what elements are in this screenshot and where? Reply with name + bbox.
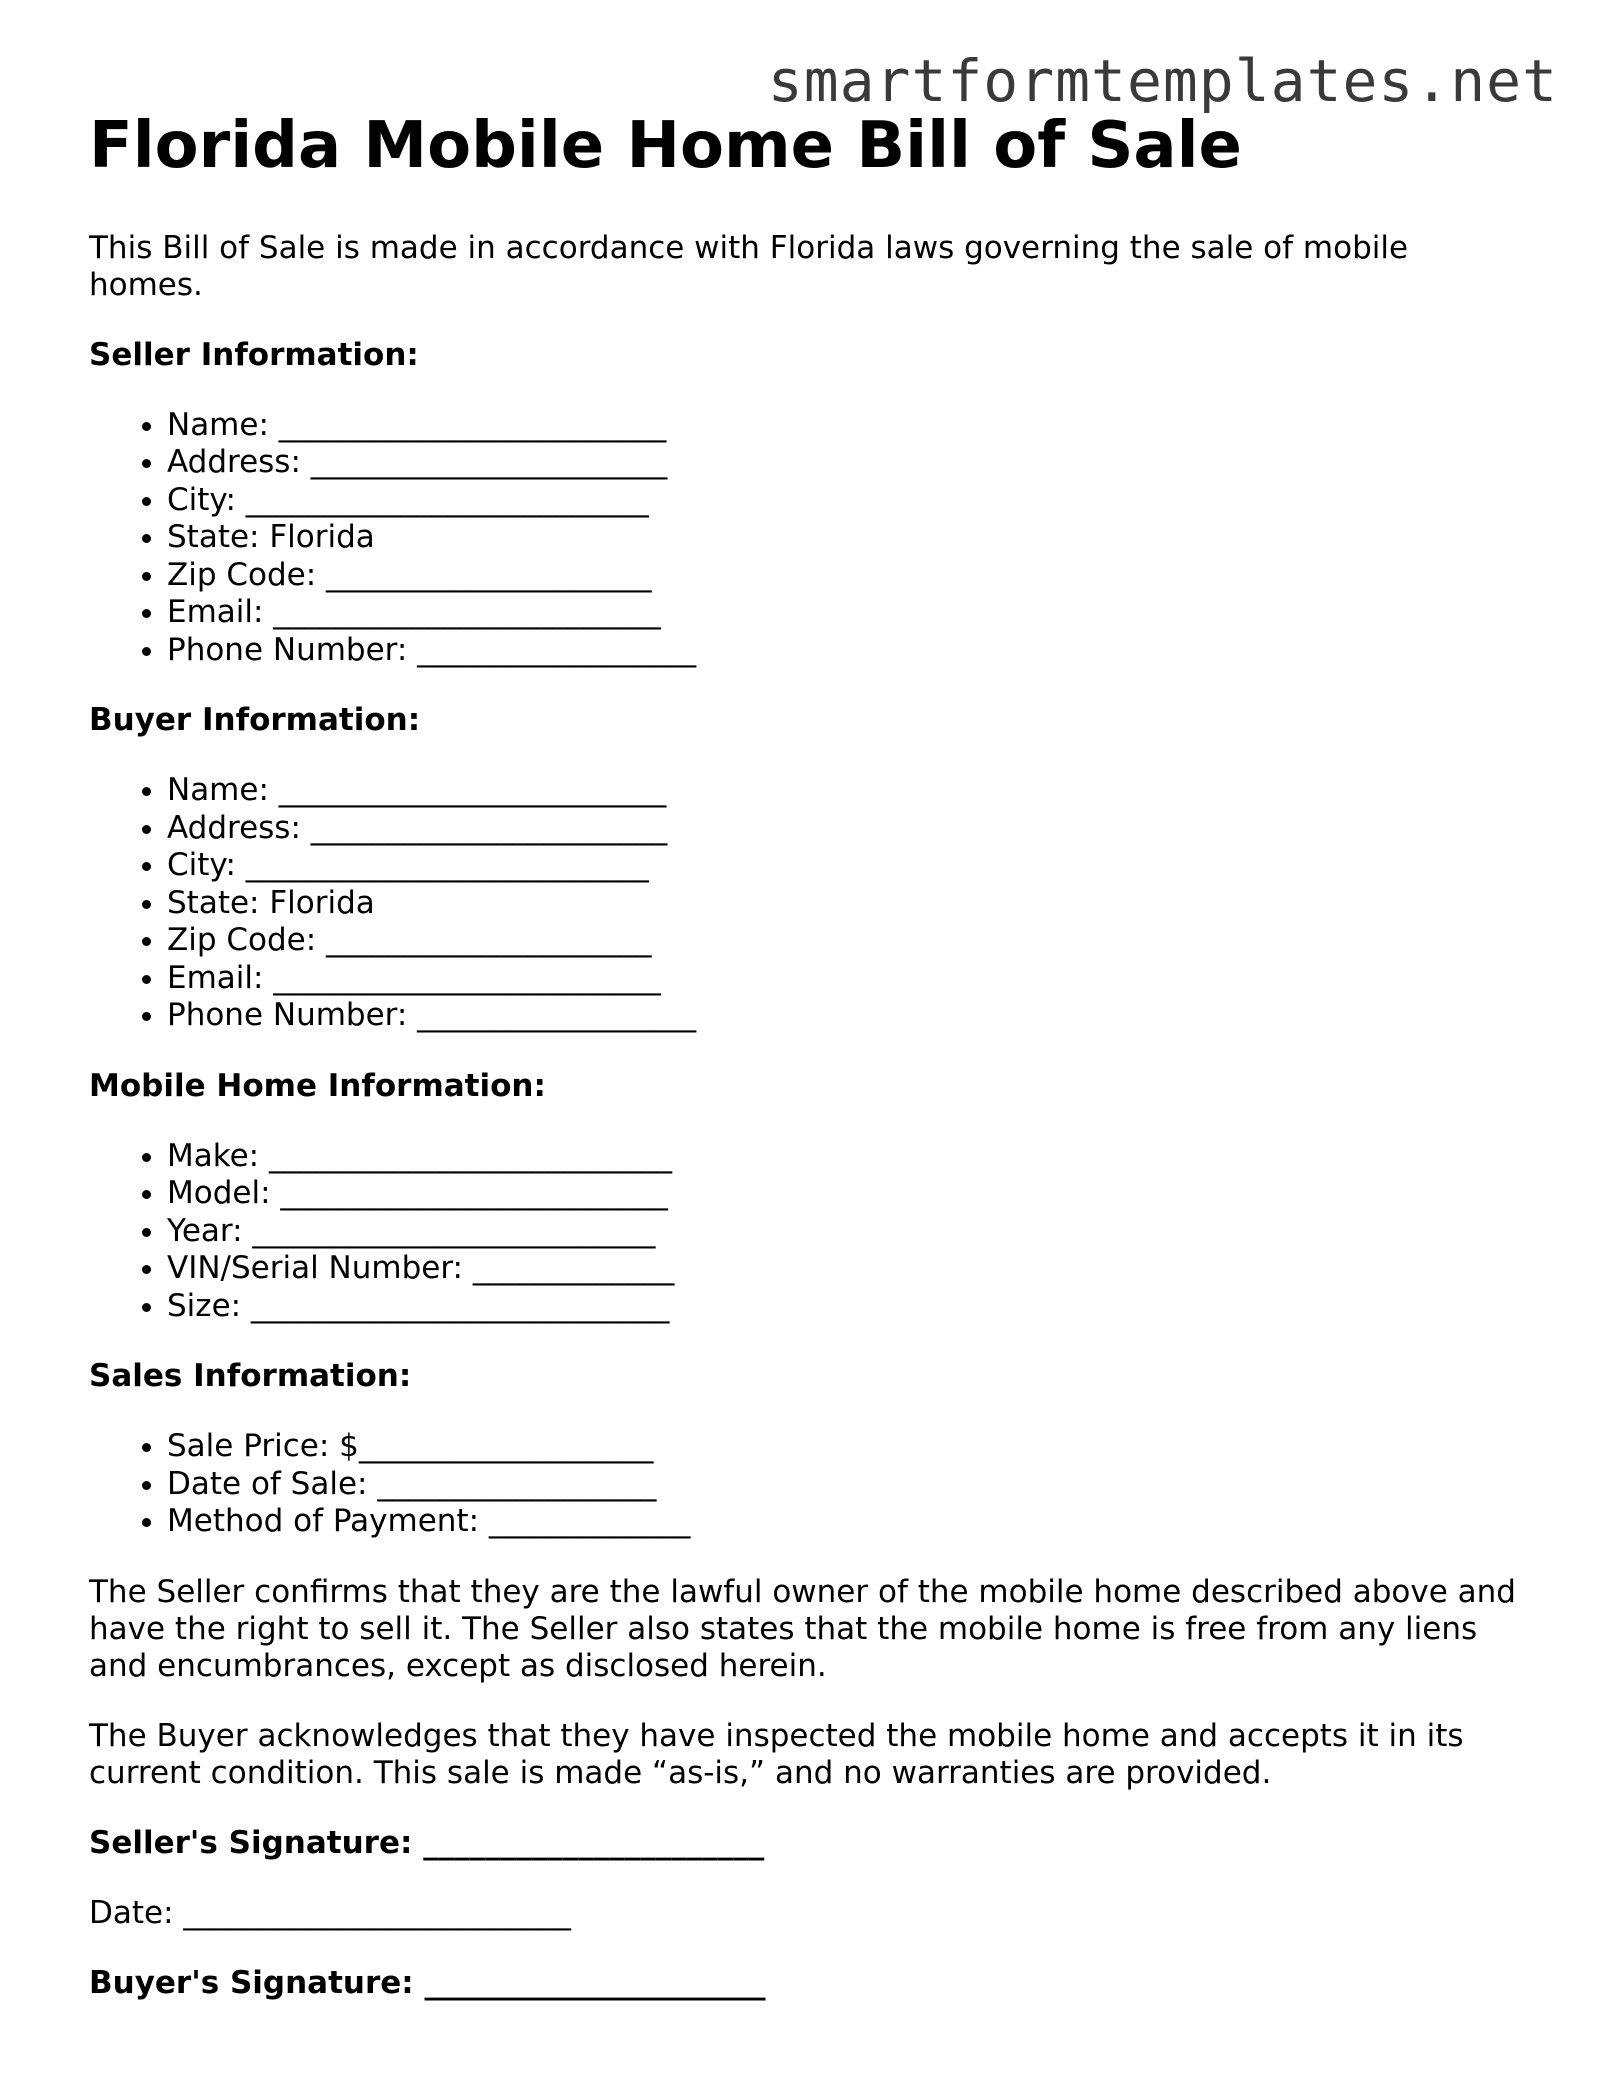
- buyer-address-field: • Address: _______________________: [167, 810, 1529, 848]
- seller-address-field: • Address: _______________________: [167, 444, 1529, 482]
- seller-section-heading: Seller Information:: [89, 336, 419, 373]
- year-field: • Year: __________________________: [167, 1213, 1529, 1251]
- seller-statement-paragraph: The Seller confirms that they are the lawful owner of the mobile home described above and have the right to sell it. The Seller also states that the mobile home is free from any liens and encumbrances, except as disclosed herein.: [89, 1573, 1516, 1684]
- date-blank: _________________________: [183, 1894, 571, 1931]
- buyer-acknowledgement-paragraph: The Buyer acknowledges that they have inspected the mobile home and accepts it in its current condition. This sale is made “as-is,” and no warranties are provided.: [89, 1717, 1464, 1791]
- mobile-home-section-heading: Mobile Home Information:: [89, 1067, 546, 1104]
- sales-section-heading: Sales Information:: [89, 1358, 412, 1395]
- seller-name-field: • Name: _________________________: [167, 407, 1529, 445]
- seller-state-field: • State: Florida: [167, 519, 1529, 557]
- seller-signature-blank: ______________________: [423, 1824, 765, 1861]
- watermark-text: smartformtemplates.net: [767, 47, 1558, 115]
- buyer-signature-label: Buyer's Signature:: [89, 1964, 414, 2001]
- seller-city-field: • City: __________________________: [167, 482, 1529, 520]
- buyer-signature-blank: ______________________: [424, 1964, 766, 2001]
- buyer-email-field: • Email: _________________________: [167, 960, 1529, 998]
- seller-signature-label: Seller's Signature:: [89, 1824, 413, 1861]
- seller-signature-line: [89, 1825, 1529, 1862]
- payment-method-field: • Method of Payment: _____________: [167, 1503, 1529, 1541]
- buyer-zip-field: • Zip Code: _____________________: [167, 922, 1529, 960]
- seller-field-list: [89, 407, 1529, 670]
- buyer-signature-line: [89, 1965, 1529, 2002]
- page-title: Florida Mobile Home Bill of Sale: [89, 109, 1242, 183]
- size-field: • Size: ___________________________: [167, 1288, 1529, 1326]
- sale-price-field: • Sale Price: $___________________: [167, 1428, 1529, 1466]
- buyer-phone-field: • Phone Number: __________________: [167, 997, 1529, 1035]
- date-of-sale-field: • Date of Sale: __________________: [167, 1466, 1529, 1504]
- model-field: • Model: _________________________: [167, 1175, 1529, 1213]
- buyer-field-list: [89, 772, 1529, 1035]
- mobile-home-field-list: [89, 1138, 1529, 1326]
- make-field: • Make: __________________________: [167, 1138, 1529, 1176]
- buyer-name-field: • Name: _________________________: [167, 772, 1529, 810]
- date-line: [89, 1895, 1529, 1932]
- buyer-section-heading: Buyer Information:: [89, 702, 421, 739]
- sales-field-list: [89, 1428, 1529, 1541]
- buyer-state-field: • State: Florida: [167, 885, 1529, 923]
- seller-zip-field: • Zip Code: _____________________: [167, 557, 1529, 595]
- date-label: Date:: [89, 1894, 174, 1931]
- document-page: [89, 110, 1529, 2002]
- seller-email-field: • Email: _________________________: [167, 594, 1529, 632]
- seller-phone-field: • Phone Number: __________________: [167, 632, 1529, 670]
- intro-paragraph: This Bill of Sale is made in accordance with Florida laws governing the sale of mobile homes.: [89, 229, 1409, 303]
- buyer-city-field: • City: __________________________: [167, 847, 1529, 885]
- vin-serial-field: • VIN/Serial Number: _____________: [167, 1250, 1529, 1288]
